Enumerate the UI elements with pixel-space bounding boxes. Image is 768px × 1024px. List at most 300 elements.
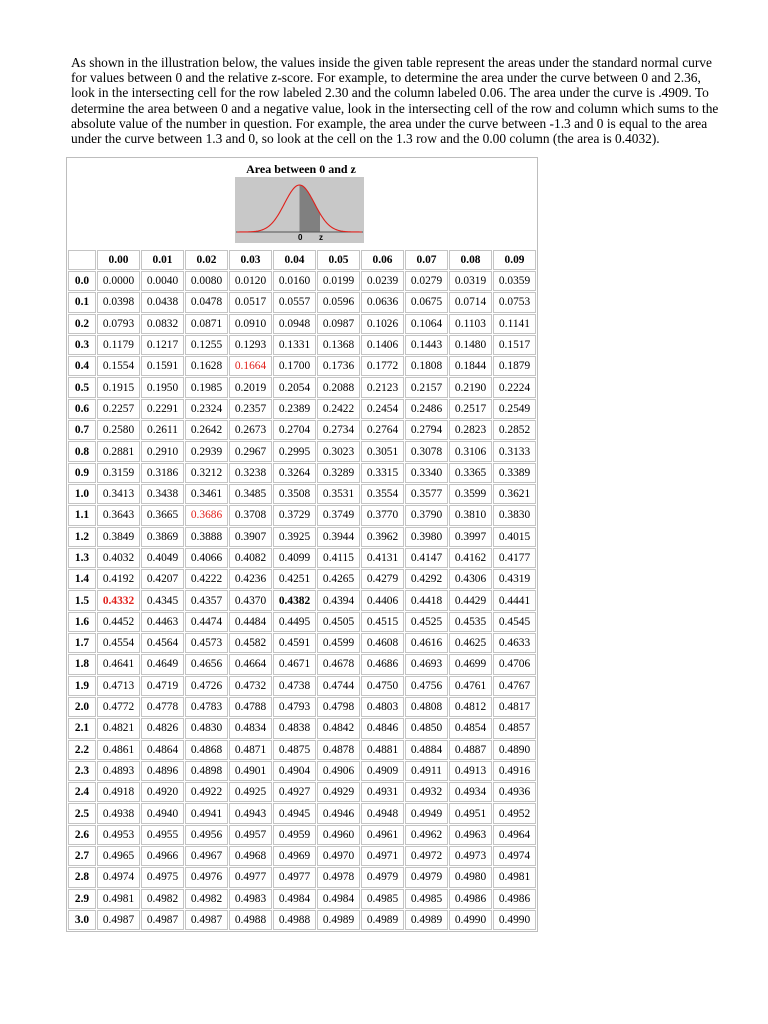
table-cell: 0.4953 — [97, 825, 140, 845]
table-cell: 0.4738 — [273, 676, 316, 696]
table-cell: 0.0636 — [361, 292, 404, 312]
table-cell: 0.4641 — [97, 654, 140, 674]
table-cell: 0.4864 — [141, 740, 184, 760]
table-cell: 0.4887 — [449, 740, 492, 760]
table-row — [68, 377, 536, 397]
table-cell: 0.1772 — [361, 356, 404, 376]
intro-paragraph: As shown in the illustration below, the values inside the given table represent the areas under the standard normal curve for values between 0 and the relative z-score. For example, to determine the area under the curve between 0 and 2.36, look in the intersecting cell for the row labeled 2.30 and the column labeled 0.06. The area under the curve is .4909. To determine the area between 0 and a negative value, look in the intersecting cell of the row and column which sums to the absolute value of the number in question. For example, the area under the curve between -1.3 and 0 is equal to the area under the curve between 1.3 and 0, so look at the cell on the 1.3 row and the 0.00 column (the area is 0.4032). — [71, 55, 719, 147]
table-cell: 0.4826 — [141, 718, 184, 738]
table-cell: 0.0398 — [97, 292, 140, 312]
table-cell: 0.2939 — [185, 441, 228, 461]
table-row — [68, 867, 536, 887]
table-cell: 0.1217 — [141, 335, 184, 355]
table-cell: 0.4966 — [141, 846, 184, 866]
table-cell: 0.4989 — [405, 910, 448, 930]
table-cell: 0.4986 — [493, 889, 536, 909]
figure-label-zero: 0 — [298, 233, 303, 242]
table-cell: 0.4082 — [229, 548, 272, 568]
table-row — [68, 590, 536, 610]
table-cell: 0.4573 — [185, 633, 228, 653]
table-cell: 0.3869 — [141, 527, 184, 547]
row-label: 1.5 — [68, 590, 96, 610]
table-cell: 0.4974 — [97, 867, 140, 887]
table-cell: 0.4049 — [141, 548, 184, 568]
row-label: 2.9 — [68, 889, 96, 909]
table-cell: 0.3944 — [317, 527, 360, 547]
column-header: 0.09 — [493, 250, 536, 270]
table-cell: 0.4306 — [449, 569, 492, 589]
table-row — [68, 399, 536, 419]
table-cell: 0.3212 — [185, 463, 228, 483]
table-cell: 0.0910 — [229, 314, 272, 334]
table-cell: 0.4834 — [229, 718, 272, 738]
table-row — [68, 420, 536, 440]
table-cell: 0.2549 — [493, 399, 536, 419]
table-cell: 0.4357 — [185, 590, 228, 610]
z-table — [66, 157, 538, 932]
table-cell: 0.0000 — [97, 271, 140, 291]
table-cell: 0.4686 — [361, 654, 404, 674]
table-cell: 0.4474 — [185, 612, 228, 632]
table-cell: 0.4484 — [229, 612, 272, 632]
table-cell: 0.1628 — [185, 356, 228, 376]
table-cell: 0.4545 — [493, 612, 536, 632]
table-cell: 0.1915 — [97, 377, 140, 397]
table-cell: 0.0438 — [141, 292, 184, 312]
table-cell: 0.4977 — [273, 867, 316, 887]
table-row — [68, 505, 536, 525]
row-label: 2.6 — [68, 825, 96, 845]
table-cell: 0.4976 — [185, 867, 228, 887]
table-cell: 0.4554 — [97, 633, 140, 653]
table-row — [68, 740, 536, 760]
table-cell: 0.4922 — [185, 782, 228, 802]
table-cell: 0.3830 — [493, 505, 536, 525]
table-cell: 0.4878 — [317, 740, 360, 760]
table-row — [68, 803, 536, 823]
table-cell: 0.2580 — [97, 420, 140, 440]
table-cell: 0.3485 — [229, 484, 272, 504]
table-cell: 0.2642 — [185, 420, 228, 440]
table-cell: 0.4984 — [317, 889, 360, 909]
table-cell: 0.1026 — [361, 314, 404, 334]
table-cell: 0.4955 — [141, 825, 184, 845]
table-cell: 0.3888 — [185, 527, 228, 547]
table-cell: 0.2486 — [405, 399, 448, 419]
table-cell: 0.1406 — [361, 335, 404, 355]
table-cell: 0.3708 — [229, 505, 272, 525]
row-label: 0.3 — [68, 335, 96, 355]
row-label: 0.4 — [68, 356, 96, 376]
table-cell: 0.4699 — [449, 654, 492, 674]
table-row — [68, 292, 536, 312]
table-cell: 0.0359 — [493, 271, 536, 291]
table-cell: 0.4803 — [361, 697, 404, 717]
table-cell: 0.3770 — [361, 505, 404, 525]
row-label: 0.9 — [68, 463, 96, 483]
row-label: 0.5 — [68, 377, 96, 397]
table-cell: 0.4772 — [97, 697, 140, 717]
table-row — [68, 612, 536, 632]
table-cell: 0.4970 — [317, 846, 360, 866]
table-cell: 0.1293 — [229, 335, 272, 355]
table-cell: 0.1950 — [141, 377, 184, 397]
table-cell: 0.4788 — [229, 697, 272, 717]
table-cell: 0.4964 — [493, 825, 536, 845]
column-header: 0.08 — [449, 250, 492, 270]
table-cell: 0.4980 — [449, 867, 492, 887]
table-cell: 0.4967 — [185, 846, 228, 866]
table-cell: 0.4979 — [361, 867, 404, 887]
table-cell: 0.4881 — [361, 740, 404, 760]
row-label: 1.0 — [68, 484, 96, 504]
row-label: 2.7 — [68, 846, 96, 866]
table-cell: 0.4515 — [361, 612, 404, 632]
corner-cell — [68, 250, 96, 270]
table-cell: 0.4726 — [185, 676, 228, 696]
table-row — [68, 782, 536, 802]
table-cell: 0.0279 — [405, 271, 448, 291]
table-cell: 0.0517 — [229, 292, 272, 312]
table-cell: 0.4989 — [361, 910, 404, 930]
table-cell: 0.0871 — [185, 314, 228, 334]
table-cell: 0.4846 — [361, 718, 404, 738]
table-cell: 0.4406 — [361, 590, 404, 610]
table-cell: 0.4983 — [229, 889, 272, 909]
table-cell: 0.2704 — [273, 420, 316, 440]
table-cell: 0.4943 — [229, 803, 272, 823]
table-cell: 0.3531 — [317, 484, 360, 504]
table-cell: 0.4599 — [317, 633, 360, 653]
table-cell: 0.4345 — [141, 590, 184, 610]
table-cell: 0.4495 — [273, 612, 316, 632]
table-row — [68, 271, 536, 291]
row-label: 1.6 — [68, 612, 96, 632]
table-cell: 0.4962 — [405, 825, 448, 845]
table-cell: 0.4821 — [97, 718, 140, 738]
table-cell: 0.2764 — [361, 420, 404, 440]
row-label: 1.8 — [68, 654, 96, 674]
table-cell: 0.4850 — [405, 718, 448, 738]
table-cell: 0.4525 — [405, 612, 448, 632]
table-cell: 0.4147 — [405, 548, 448, 568]
table-cell: 0.1141 — [493, 314, 536, 334]
table-cell: 0.3264 — [273, 463, 316, 483]
row-label: 2.1 — [68, 718, 96, 738]
table-cell: 0.2019 — [229, 377, 272, 397]
table-cell: 0.4938 — [97, 803, 140, 823]
table-cell: 0.3790 — [405, 505, 448, 525]
table-cell: 0.4936 — [493, 782, 536, 802]
table-cell: 0.4948 — [361, 803, 404, 823]
table-cell: 0.4678 — [317, 654, 360, 674]
table-cell: 0.4608 — [361, 633, 404, 653]
table-cell: 0.4911 — [405, 761, 448, 781]
curve-box — [235, 177, 364, 243]
table-cell: 0.0596 — [317, 292, 360, 312]
table-cell: 0.2852 — [493, 420, 536, 440]
table-cell: 0.4982 — [185, 889, 228, 909]
table-cell: 0.4798 — [317, 697, 360, 717]
row-label: 0.0 — [68, 271, 96, 291]
table-cell: 0.4032 — [97, 548, 140, 568]
table-cell: 0.3599 — [449, 484, 492, 504]
table-cell: 0.0987 — [317, 314, 360, 334]
row-label: 0.2 — [68, 314, 96, 334]
row-label: 0.6 — [68, 399, 96, 419]
table-cell: 0.3749 — [317, 505, 360, 525]
table-cell: 0.4808 — [405, 697, 448, 717]
table-cell: 0.4732 — [229, 676, 272, 696]
table-cell: 0.4971 — [361, 846, 404, 866]
table-cell: 0.4990 — [493, 910, 536, 930]
table-cell: 0.0239 — [361, 271, 404, 291]
table-cell: 0.1879 — [493, 356, 536, 376]
table-cell: 0.4973 — [449, 846, 492, 866]
table-cell: 0.4099 — [273, 548, 316, 568]
table-cell: 0.4906 — [317, 761, 360, 781]
table-cell: 0.3389 — [493, 463, 536, 483]
table-row — [68, 356, 536, 376]
table-cell: 0.4744 — [317, 676, 360, 696]
table-cell: 0.0160 — [273, 271, 316, 291]
column-header: 0.05 — [317, 250, 360, 270]
row-label: 1.2 — [68, 527, 96, 547]
row-label: 2.8 — [68, 867, 96, 887]
table-cell: 0.4292 — [405, 569, 448, 589]
column-header: 0.04 — [273, 250, 316, 270]
row-label: 0.8 — [68, 441, 96, 461]
table-cell: 0.4957 — [229, 825, 272, 845]
table-cell: 0.4812 — [449, 697, 492, 717]
table-cell: 0.4162 — [449, 548, 492, 568]
column-header: 0.06 — [361, 250, 404, 270]
table-cell: 0.2881 — [97, 441, 140, 461]
table-row — [68, 718, 536, 738]
table-row — [68, 569, 536, 589]
table-cell: 0.1591 — [141, 356, 184, 376]
table-row — [68, 910, 536, 930]
row-label: 1.3 — [68, 548, 96, 568]
table-cell: 0.3980 — [405, 527, 448, 547]
row-label: 2.3 — [68, 761, 96, 781]
table-cell: 0.4934 — [449, 782, 492, 802]
table-cell: 0.1985 — [185, 377, 228, 397]
table-cell: 0.4979 — [405, 867, 448, 887]
table-cell: 0.4945 — [273, 803, 316, 823]
row-label: 0.7 — [68, 420, 96, 440]
table-cell: 0.4591 — [273, 633, 316, 653]
table-cell: 0.2794 — [405, 420, 448, 440]
table-cell: 0.2611 — [141, 420, 184, 440]
table-cell: 0.3365 — [449, 463, 492, 483]
table-cell: 0.4706 — [493, 654, 536, 674]
table-cell: 0.4857 — [493, 718, 536, 738]
row-label: 2.5 — [68, 803, 96, 823]
table-cell: 0.3907 — [229, 527, 272, 547]
row-label: 2.2 — [68, 740, 96, 760]
table-cell: 0.4251 — [273, 569, 316, 589]
table-cell: 0.4535 — [449, 612, 492, 632]
table-cell: 0.4952 — [493, 803, 536, 823]
table-cell: 0.4842 — [317, 718, 360, 738]
row-label: 2.4 — [68, 782, 96, 802]
table-cell: 0.4875 — [273, 740, 316, 760]
table-cell: 0.4974 — [493, 846, 536, 866]
table-cell: 0.4830 — [185, 718, 228, 738]
table-cell: 0.3621 — [493, 484, 536, 504]
table-cell: 0.3413 — [97, 484, 140, 504]
table-cell: 0.3106 — [449, 441, 492, 461]
table-cell: 0.2389 — [273, 399, 316, 419]
table-cell: 0.4131 — [361, 548, 404, 568]
table-cell: 0.4713 — [97, 676, 140, 696]
table-cell: 0.3665 — [141, 505, 184, 525]
table-cell: 0.3078 — [405, 441, 448, 461]
table-cell: 0.4279 — [361, 569, 404, 589]
table-cell: 0.3686 — [185, 505, 228, 525]
table-cell: 0.4868 — [185, 740, 228, 760]
table-cell: 0.4988 — [273, 910, 316, 930]
table-cell: 0.0753 — [493, 292, 536, 312]
figure-label-z: z — [319, 233, 323, 242]
table-cell: 0.3643 — [97, 505, 140, 525]
table-cell: 0.0557 — [273, 292, 316, 312]
table-cell: 0.2910 — [141, 441, 184, 461]
row-label: 0.1 — [68, 292, 96, 312]
table-row — [68, 889, 536, 909]
table-cell: 0.4898 — [185, 761, 228, 781]
table-row — [68, 441, 536, 461]
table-cell: 0.4890 — [493, 740, 536, 760]
figure-row — [68, 159, 536, 249]
table-cell: 0.4756 — [405, 676, 448, 696]
table-cell: 0.4418 — [405, 590, 448, 610]
table-cell: 0.4115 — [317, 548, 360, 568]
table-cell: 0.0199 — [317, 271, 360, 291]
table-cell: 0.3729 — [273, 505, 316, 525]
column-header: 0.02 — [185, 250, 228, 270]
table-cell: 0.3508 — [273, 484, 316, 504]
table-cell: 0.1179 — [97, 335, 140, 355]
table-cell: 0.3997 — [449, 527, 492, 547]
table-cell: 0.4884 — [405, 740, 448, 760]
table-cell: 0.4951 — [449, 803, 492, 823]
table-row — [68, 527, 536, 547]
table-cell: 0.4854 — [449, 718, 492, 738]
table-row — [68, 633, 536, 653]
table-cell: 0.1331 — [273, 335, 316, 355]
table-cell: 0.3051 — [361, 441, 404, 461]
table-cell: 0.4985 — [405, 889, 448, 909]
table-cell: 0.0714 — [449, 292, 492, 312]
table-cell: 0.0793 — [97, 314, 140, 334]
table-cell: 0.4319 — [493, 569, 536, 589]
row-label: 1.4 — [68, 569, 96, 589]
table-cell: 0.4901 — [229, 761, 272, 781]
row-label: 1.1 — [68, 505, 96, 525]
table-cell: 0.4693 — [405, 654, 448, 674]
table-cell: 0.3315 — [361, 463, 404, 483]
table-cell: 0.4986 — [449, 889, 492, 909]
table-cell: 0.1808 — [405, 356, 448, 376]
table-row — [68, 825, 536, 845]
table-cell: 0.4925 — [229, 782, 272, 802]
table-cell: 0.1443 — [405, 335, 448, 355]
table-cell: 0.1700 — [273, 356, 316, 376]
table-cell: 0.4981 — [97, 889, 140, 909]
table-cell: 0.2224 — [493, 377, 536, 397]
table-row — [68, 846, 536, 866]
table-cell: 0.3438 — [141, 484, 184, 504]
table-cell: 0.4236 — [229, 569, 272, 589]
table-cell: 0.1103 — [449, 314, 492, 334]
table-cell: 0.2157 — [405, 377, 448, 397]
table-cell: 0.3133 — [493, 441, 536, 461]
table-cell: 0.4941 — [185, 803, 228, 823]
table-cell: 0.4505 — [317, 612, 360, 632]
table-cell: 0.4463 — [141, 612, 184, 632]
table-cell: 0.2967 — [229, 441, 272, 461]
table-cell: 0.4913 — [449, 761, 492, 781]
table-cell: 0.4949 — [405, 803, 448, 823]
table-cell: 0.4750 — [361, 676, 404, 696]
table-cell: 0.3461 — [185, 484, 228, 504]
table-cell: 0.4370 — [229, 590, 272, 610]
column-header: 0.00 — [97, 250, 140, 270]
table-cell: 0.2088 — [317, 377, 360, 397]
table-cell: 0.1480 — [449, 335, 492, 355]
table-cell: 0.4965 — [97, 846, 140, 866]
table-cell: 0.4975 — [141, 867, 184, 887]
table-cell: 0.2517 — [449, 399, 492, 419]
table-cell: 0.1255 — [185, 335, 228, 355]
table-cell: 0.4916 — [493, 761, 536, 781]
table-cell: 0.1736 — [317, 356, 360, 376]
table-cell: 0.3554 — [361, 484, 404, 504]
table-cell: 0.0040 — [141, 271, 184, 291]
column-header-row — [68, 250, 536, 270]
table-row — [68, 335, 536, 355]
table-cell: 0.4332 — [97, 590, 140, 610]
table-cell: 0.4767 — [493, 676, 536, 696]
table-cell: 0.4625 — [449, 633, 492, 653]
table-cell: 0.4564 — [141, 633, 184, 653]
table-cell: 0.4778 — [141, 697, 184, 717]
table-cell: 0.4664 — [229, 654, 272, 674]
table-cell: 0.2291 — [141, 399, 184, 419]
table-cell: 0.0832 — [141, 314, 184, 334]
table-cell: 0.4861 — [97, 740, 140, 760]
figure-title: Area between 0 and z — [246, 162, 356, 176]
table-cell: 0.3577 — [405, 484, 448, 504]
table-cell: 0.4066 — [185, 548, 228, 568]
table-cell: 0.4838 — [273, 718, 316, 738]
row-label: 1.9 — [68, 676, 96, 696]
table-cell: 0.4177 — [493, 548, 536, 568]
row-label: 1.7 — [68, 633, 96, 653]
figure-cell — [68, 159, 536, 249]
table-row — [68, 463, 536, 483]
table-cell: 0.0675 — [405, 292, 448, 312]
table-cell: 0.3186 — [141, 463, 184, 483]
table-cell: 0.4960 — [317, 825, 360, 845]
table-cell: 0.2054 — [273, 377, 316, 397]
table-cell: 0.4015 — [493, 527, 536, 547]
table-cell: 0.4929 — [317, 782, 360, 802]
table-cell: 0.4987 — [97, 910, 140, 930]
table-cell: 0.4985 — [361, 889, 404, 909]
